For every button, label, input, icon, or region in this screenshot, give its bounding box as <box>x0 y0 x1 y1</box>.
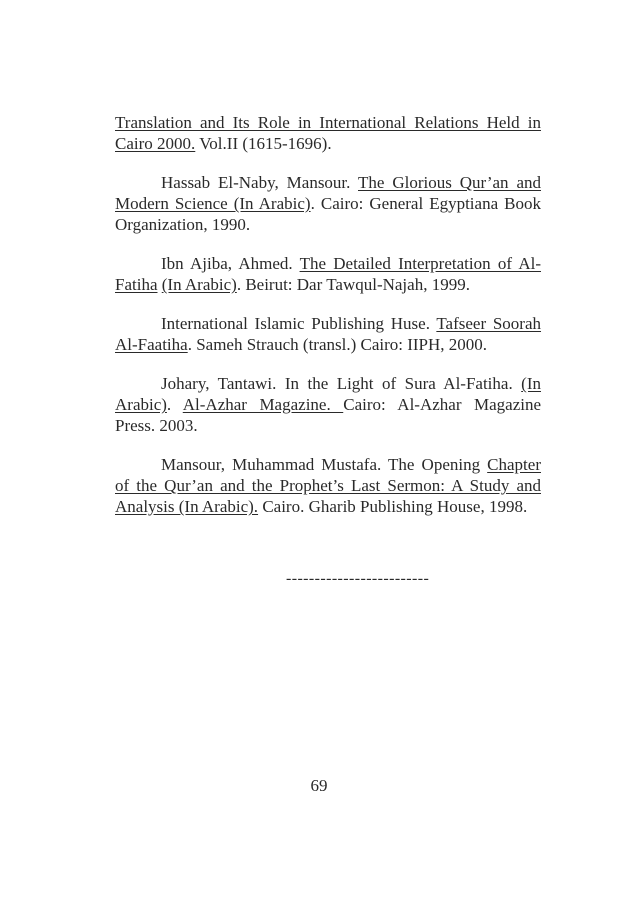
bibliography-entry <box>115 172 541 235</box>
entry-segment: (In Arabic) <box>115 374 541 414</box>
entry-segment: . Cairo: General Egyptiana Book Organization, 1990. <box>115 194 541 234</box>
entry-segment: Cairo: Al-Azhar Magazine Press. 2003. <box>115 395 542 435</box>
entry-segment: International Islamic Publishing Huse. <box>161 314 437 333</box>
entry-segment: Ibn Ajiba, Ahmed. <box>161 254 300 273</box>
entry-segment: Translation and Its Role in International Relations Held in Cairo 2000. <box>115 113 541 153</box>
page-number: 69 <box>310 776 328 795</box>
bibliography-entry <box>115 112 541 154</box>
bibliography-entry <box>115 373 541 436</box>
entry-segment: Cairo. Gharib Publishing House, 1998. <box>258 497 528 516</box>
entry-segment: Vol.II (1615-1696). <box>195 134 332 153</box>
bibliography-list <box>115 112 541 535</box>
entry-segment: (In Arabic) <box>161 275 237 294</box>
entry-segment: Johary, Tantawi. In the Light of Sura Al-Fatiha. <box>161 374 522 393</box>
entry-segment: The Glorious Qur’an and Modern Science (In Arabic) <box>115 173 541 213</box>
entry-segment: Mansour, Muhammad Mustafa. The Opening <box>161 455 488 474</box>
entry-segment: . <box>166 395 183 414</box>
entry-segment: . Sameh Strauch (transl.) Cairo: IIPH, 2000. <box>187 335 488 354</box>
entry-segment: Tafseer Soorah Al-Faatiha <box>115 314 542 354</box>
entry-segment: Chapter of the Qur’an and the Prophet’s Last Sermon: A Study and Analysis (In Arabic). <box>115 455 541 516</box>
bibliography-entry <box>115 313 541 355</box>
entry-segment: . Beirut: Dar Tawqul-Najah, 1999. <box>236 275 470 294</box>
bibliography-entry <box>115 454 541 517</box>
entry-segment: The Detailed Interpretation of Al-Fatiha <box>115 254 541 294</box>
entry-segment: Hassab El-Naby, Mansour. <box>161 173 359 192</box>
entry-segment: Al-Azhar Magazine. <box>182 395 344 414</box>
section-separator: ------------------------- <box>286 570 430 587</box>
bibliography-entry <box>115 253 541 295</box>
